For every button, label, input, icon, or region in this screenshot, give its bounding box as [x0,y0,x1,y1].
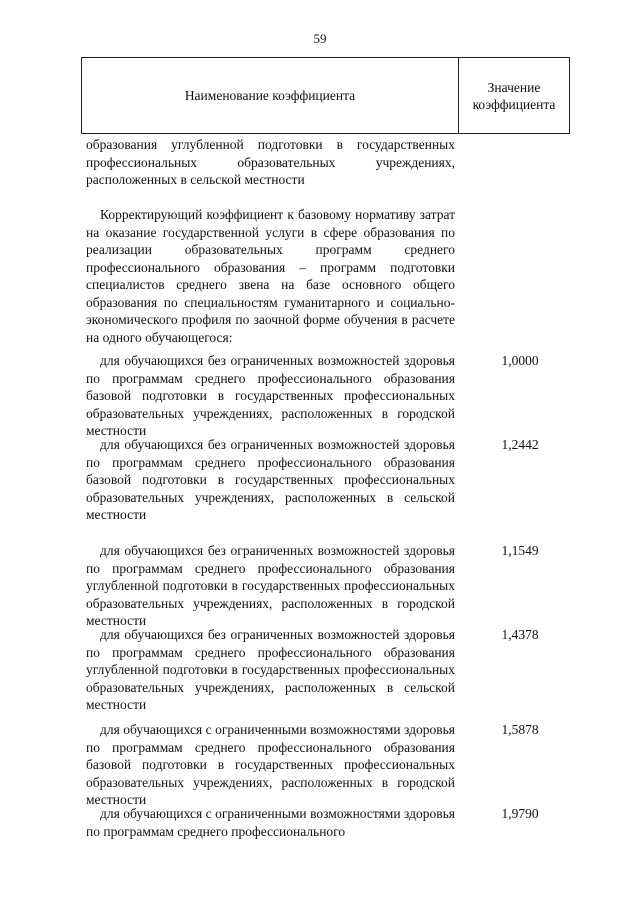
coefficient-row-value: 1,2442 [501,437,539,452]
column-header-value: Значение коэффициента [472,79,556,112]
column-header-name: Наименование коэффициента [82,58,459,133]
coefficient-row-description: для обучающихся без ограниченных возможностей здоровья по программам среднего профессионального образования углубленной подготовки в государственных профессиональных образовательных учреждениях, расположенных в городской местности [86,543,455,628]
coefficient-row-description: для обучающихся без ограниченных возможностей здоровья по программам среднего профессионального образования базовой подготовки в государственных профессиональных образовательных учреждениях, расположенных в городской местности [86,353,455,438]
coefficient-row-description: для обучающихся без ограниченных возможностей здоровья по программам среднего профессионального образования базовой подготовки в государственных профессиональных образовательных учреждениях, расположенных в сельской местности [86,437,455,522]
continuation-text: образования углубленной подготовки в государственных профессиональных образовательных учреждениях, расположенных в сельской местности [86,137,455,187]
section-heading: Корректирующий коэффициент к базовому нормативу затрат на оказание государственной услуги в сфере образования по реализации образовательных программ среднего профессионального образования – программ подготовки специалистов среднего звена на базе основного общего образования по специальностям гуманитарного и социально-экономического профиля по заочной форме обучения в расчете на одного обучающегося: [86,207,455,345]
coefficient-row-value: 1,5878 [501,722,539,737]
coefficient-row-description: для обучающихся без ограниченных возможностей здоровья по программам среднего профессионального образования углубленной подготовки в государственных профессиональных образовательных учреждениях, расположенных в сельской местности [86,627,455,712]
coefficient-row-value: 1,9790 [501,806,539,821]
coefficient-row-value: 1,4378 [501,627,539,642]
coefficient-row-description: для обучающихся с ограниченными возможностями здоровья по программам среднего профессионального [86,806,455,839]
coefficient-row-description: для обучающихся с ограниченными возможностями здоровья по программам среднего профессионального образования базовой подготовки в государственных профессиональных образовательных учреждениях, расположенных в городской местности [86,722,455,807]
coefficient-row-value: 1,1549 [501,543,539,558]
table-header [81,57,570,134]
page-number: 59 [313,31,327,46]
column-divider [79,134,80,905]
coefficient-row-value: 1,0000 [501,353,539,368]
